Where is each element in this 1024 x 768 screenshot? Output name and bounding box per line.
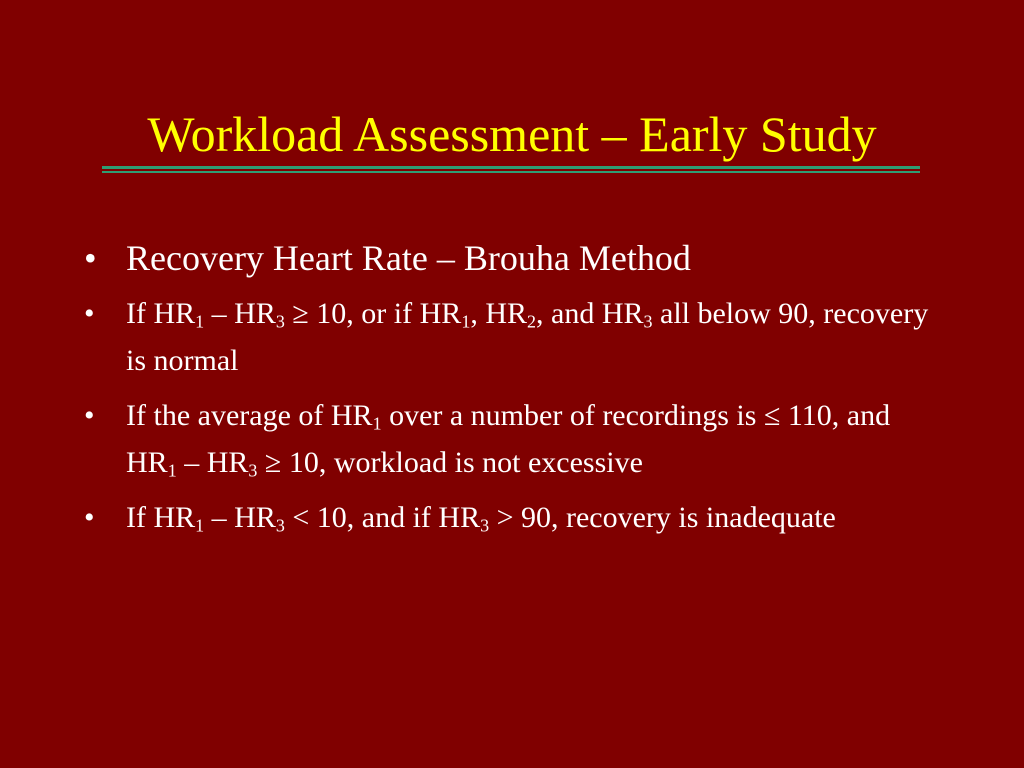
subscript: 3 — [643, 311, 653, 332]
slide-title: Workload Assessment – Early Study — [147, 106, 877, 162]
title-underline — [102, 166, 920, 174]
text-run: – HR — [204, 501, 276, 534]
subscript: 3 — [480, 515, 490, 536]
text-run: < 10, and if HR — [284, 501, 481, 534]
bullet-item — [84, 392, 936, 486]
bullet-list — [0, 234, 1024, 549]
text-run: , and HR — [536, 297, 644, 330]
subscript: 1 — [167, 460, 177, 481]
bullet-dot: • — [84, 297, 95, 330]
text-run: If the average of HR — [126, 399, 373, 432]
bullet-item — [84, 290, 936, 384]
bullet-dot: • — [84, 501, 95, 534]
text-run: Recovery Heart Rate – Brouha Method — [126, 238, 691, 278]
subscript: 1 — [195, 311, 205, 332]
text-run: ≥ 10, or if HR — [284, 297, 462, 330]
subscript: 3 — [275, 515, 285, 536]
text-run: – HR — [204, 297, 276, 330]
bullet-text — [126, 399, 890, 479]
text-run: > 90, recovery is inadequate — [489, 501, 836, 534]
bullet-item — [84, 494, 936, 541]
text-run: , HR — [470, 297, 527, 330]
title-underline-bottom — [102, 171, 920, 173]
subscript: 1 — [461, 311, 471, 332]
subscript: 1 — [372, 413, 382, 434]
text-run: – HR — [176, 446, 249, 479]
text-run: all below 90, recovery is normal — [126, 297, 929, 377]
subscript: 2 — [527, 311, 536, 332]
title-underline-top — [102, 166, 920, 169]
text-run: ≥ 10, workload is not excessive — [257, 446, 643, 479]
bullet-text — [126, 297, 928, 377]
bullet-text — [126, 501, 836, 534]
subscript: 3 — [248, 460, 258, 481]
bullet-item — [84, 234, 936, 282]
bullet-dot: • — [84, 399, 95, 432]
bullet-dot: • — [84, 238, 97, 278]
text-run: over a number of recordings is ≤ 110, and HR — [126, 399, 891, 479]
text-run: If HR — [126, 501, 196, 534]
subscript: 3 — [275, 311, 285, 332]
text-run: If HR — [126, 297, 196, 330]
subscript: 1 — [195, 515, 205, 536]
bullet-text — [126, 238, 691, 278]
